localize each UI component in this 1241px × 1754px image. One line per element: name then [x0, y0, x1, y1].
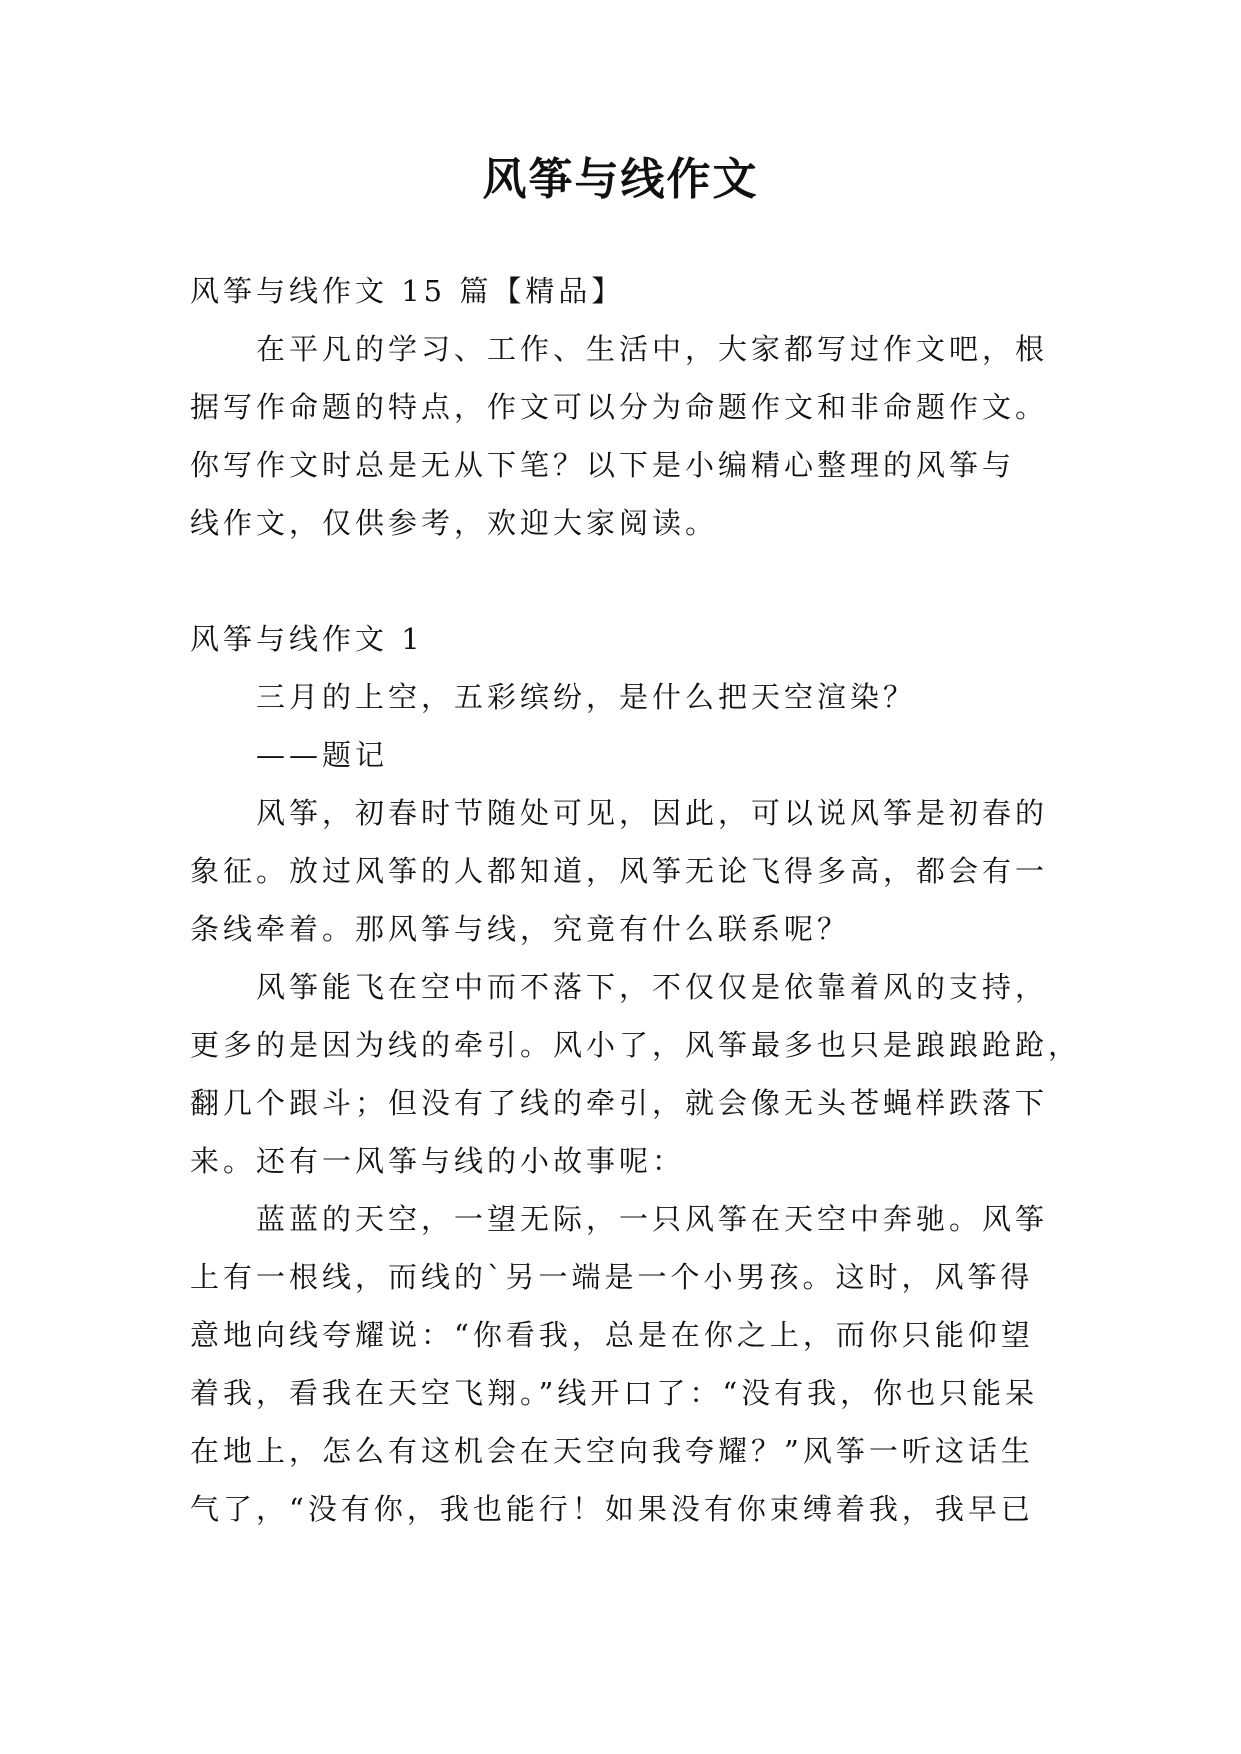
epigraph-note: ——题记 — [256, 738, 389, 772]
body-paragraph-2 — [190, 958, 1082, 1190]
body-paragraph-3 — [190, 1190, 1070, 1538]
epigraph: 三月的上空，五彩缤纷，是什么把天空渲染？ — [256, 680, 917, 714]
article-subtitle: 风筝与线作文 15 篇【精品】 — [190, 274, 625, 308]
text-line: 条线牵着。那风筝与线，究竟有什么联系呢？ — [190, 912, 851, 946]
text-line: 更多的是因为线的牵引。风小了，风筝最多也只是踉踉跄跄， — [190, 1028, 1082, 1062]
intro-paragraph — [190, 320, 1070, 552]
text-line: 翻几个跟斗；但没有了线的牵引，就会像无头苍蝇样跌落下 — [190, 1086, 1049, 1120]
text-line: 风筝，初春时节随处可见，因此，可以说风筝是初春的 — [256, 796, 1049, 830]
text-line: 蓝蓝的天空，一望无际，一只风筝在天空中奔驰。风筝 — [256, 1202, 1049, 1236]
text-line: 气了，“没有你，我也能行！如果没有你束缚着我，我早已 — [190, 1492, 1034, 1526]
section-heading: 风筝与线作文 1 — [190, 622, 424, 656]
text-line: 上有一根线，而线的`另一端是一个小男孩。这时，风筝得 — [190, 1260, 1034, 1294]
document-title: 风筝与线作文 — [482, 154, 759, 205]
text-line: 据写作命题的特点，作文可以分为命题作文和非命题作文。 — [190, 390, 1049, 424]
body-paragraph-1 — [190, 784, 1070, 958]
document-body — [190, 262, 1082, 1538]
text-line: 象征。放过风筝的人都知道，风筝无论飞得多高，都会有一 — [190, 854, 1049, 888]
text-line: 你写作文时总是无从下笔？以下是小编精心整理的风筝与 — [190, 448, 1016, 482]
text-line: 意地向线夸耀说：“你看我，总是在你之上，而你只能仰望 — [190, 1318, 1034, 1352]
text-line: 着我，看我在天空飞翔。”线开口了：“没有我，你也只能呆 — [190, 1376, 1039, 1410]
text-line: 线作文，仅供参考，欢迎大家阅读。 — [190, 506, 719, 540]
text-line: 风筝能飞在空中而不落下，不仅仅是依靠着风的支持， — [256, 970, 1049, 1004]
text-line: 来。还有一风筝与线的小故事呢： — [190, 1144, 686, 1178]
text-line: 在地上，怎么有这机会在天空向我夸耀？”风筝一听这话生 — [190, 1434, 1034, 1468]
text-line: 在平凡的学习、工作、生活中，大家都写过作文吧，根 — [256, 332, 1049, 366]
blank-line — [190, 552, 1070, 610]
